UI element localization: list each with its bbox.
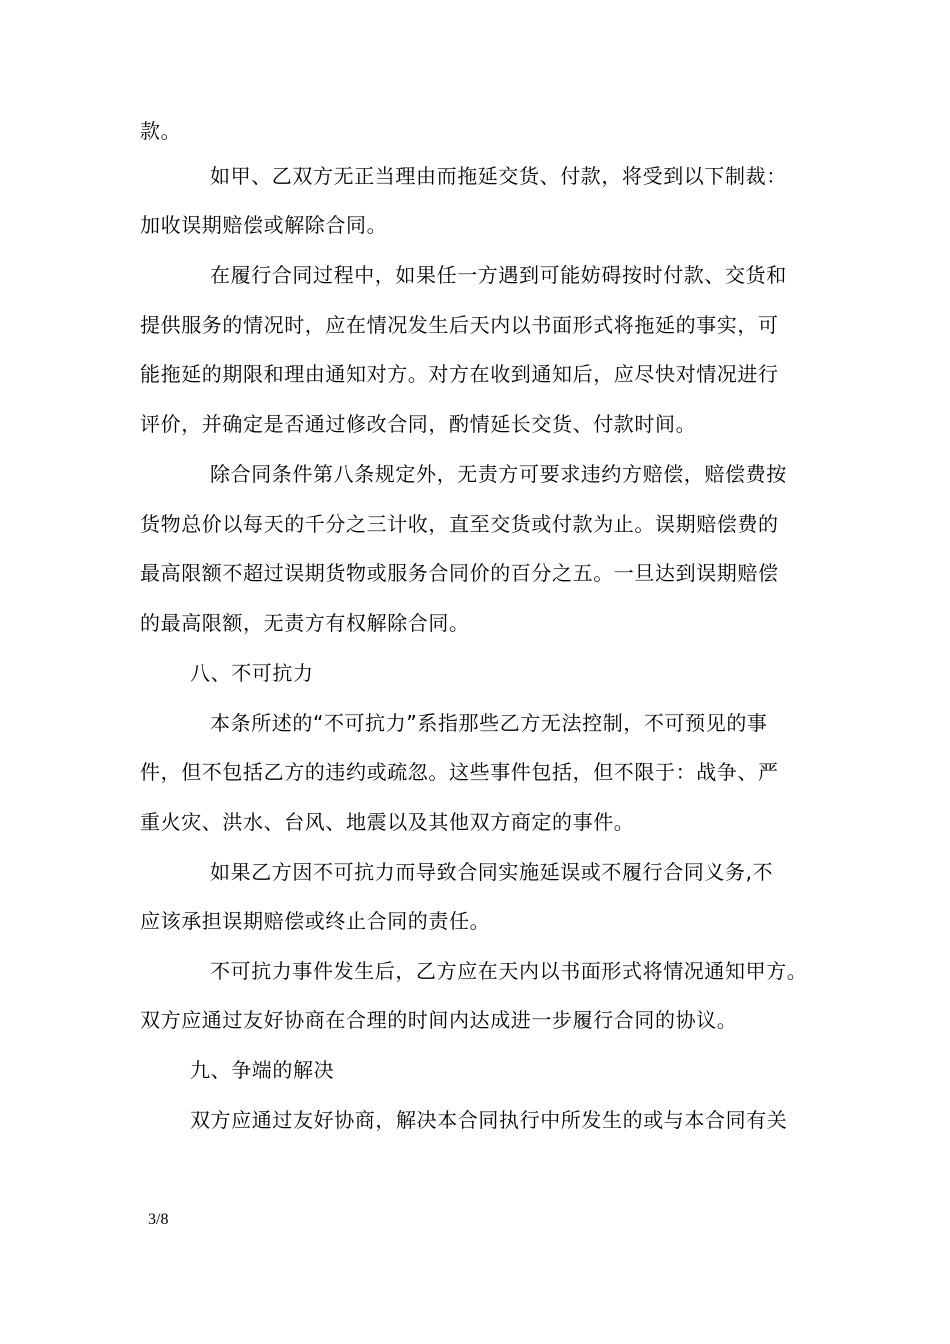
- text-line: 如甲、乙双方无正当理由而拖延交货、付款，将受到以下制裁：: [210, 164, 787, 188]
- text-line: 重火灾、洪水、台风、地震以及其他双方商定的事件。: [140, 810, 635, 834]
- section-heading: 九、争端的解决: [190, 1058, 335, 1082]
- text-line: 不可抗力事件发生后，乙方应在天内以书面形式将情况通知甲方。: [210, 959, 808, 983]
- text-line: 在履行合同过程中，如果任一方遇到可能妨碍按时付款、交货和: [210, 263, 787, 287]
- text-line: 货物总价以每天的千分之三计收，直至交货或付款为止。误期赔偿费的: [140, 512, 779, 536]
- text-line: 款。: [140, 119, 182, 143]
- text-line: 除合同条件第八条规定外，无责方可要求违约方赔偿，赔偿费按: [210, 462, 787, 486]
- text-line: 能拖延的期限和理由通知对方。对方在收到通知后，应尽快对情况进行: [140, 362, 779, 386]
- text-line: 的最高限额，无责方有权解除合同。: [140, 611, 470, 635]
- text-line: 加收误期赔偿或解除合同。: [140, 213, 388, 237]
- text-line: 评价，并确定是否通过修改合同，酌情延长交货、付款时间。: [140, 412, 697, 436]
- page-number: 3/8: [148, 1211, 169, 1228]
- text-line: 如果乙方因不可抗力而导致合同实施延误或不履行合同义务,不: [210, 860, 774, 884]
- section-heading: 八、不可抗力: [190, 661, 314, 685]
- text-line: 件，但不包括乙方的违约或疏忽。这些事件包括，但不限于：战争、严: [140, 760, 779, 784]
- text-line: 本条所述的“不可抗力”系指那些乙方无法控制，不可预见的事: [210, 711, 768, 735]
- text-line: 提供服务的情况时，应在情况发生后天内以书面形式将拖延的事实，可: [140, 313, 779, 337]
- text-line: 双方应通过友好协商在合理的时间内达成进一步履行合同的协议。: [140, 1008, 738, 1032]
- text-line: 双方应通过友好协商，解决本合同执行中所发生的或与本合同有关: [190, 1108, 788, 1132]
- text-line: 最高限额不超过误期货物或服务合同价的百分之五。一旦达到误期赔偿: [140, 561, 779, 585]
- text-line: 应该承担误期赔偿或终止合同的责任。: [140, 909, 491, 933]
